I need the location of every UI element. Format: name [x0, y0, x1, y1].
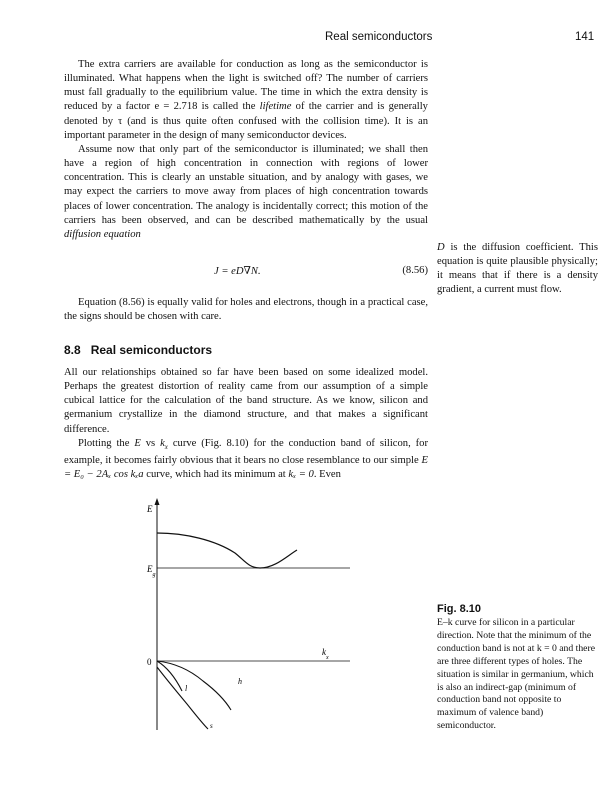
- figure-label: Fig. 8.10: [437, 603, 482, 615]
- label-light-hole: l: [185, 684, 188, 693]
- symbol-kx: [160, 438, 168, 449]
- symbol-subscript: x: [164, 442, 168, 451]
- text-run: Assume now that only part of the semiconductor is illuminated; we shall then have a region of high concentration in connection with regions of lower concentration. This is clearly an unstable situation, and by analogy with gases, we may expect the carriers to move away from places of high concentration towards places of lower concentration. The analogy is incidentally correct; this motion of the carriers has been observed, and can be described mathematically by the usual: [64, 143, 428, 226]
- section-heading: [64, 343, 222, 357]
- label-kx: [322, 647, 329, 661]
- label-kx-main: k: [322, 647, 326, 657]
- term-diffusion-equation: diffusion equation: [64, 228, 141, 240]
- ek-diagram: [135, 495, 350, 735]
- margin-note-text: is the diffusion coefficient. This equation is quite plausible physically; it means that if there is a density gradient, a current must flow.: [437, 242, 598, 296]
- text-run: curve, which had its minimum at: [146, 469, 286, 481]
- paragraph-diffusion: [64, 143, 428, 242]
- split-off-band-curve: [157, 667, 208, 729]
- text-run: vs: [145, 437, 156, 449]
- paragraph-lifetime: [64, 58, 428, 143]
- label-eg-sub: g: [152, 572, 156, 578]
- paragraph-ek-curve: [64, 437, 428, 483]
- paragraph-equation-validity: Equation (8.56) is equally valid for holes and electrons, though in a practical case, the signs should be chosen with care.: [64, 297, 428, 323]
- body-text-block-1: [64, 58, 428, 242]
- label-zero: 0: [147, 657, 152, 667]
- label-eg-main: E: [147, 564, 153, 574]
- text-run: The extra carriers are available for conduction as long as the semiconductor is illuminated. What happens when the light is switched off? The number of carriers must fall gradually to the equilibrium value. The time in which the extra density is reduced by a factor e = 2.718 is called the: [64, 59, 428, 113]
- label-energy-axis: E: [147, 504, 153, 514]
- text-run: Plotting the: [78, 437, 130, 449]
- energy-axis-arrow: [155, 498, 160, 505]
- figure-caption-text: E–k curve for silicon in a particular direction. Note that the minimum of the conduction band is not at k = 0 and there are three different types of holes. The situation is similar in germanium, which is also an indirect-gap (minimum of conduction band not opposite to maximum of valence band) semiconductor.: [437, 617, 596, 732]
- formula-k-zero: kₓ = 0: [288, 469, 314, 481]
- conduction-band-curve: [157, 533, 297, 568]
- symbol-E: E: [134, 437, 141, 449]
- paragraph-idealized-model: All our relationships obtained so far have been based on some idealized model. Perhaps the greatest distortion of reality came from our assumption of a simple cubical lattice for the calculation of the band structure. As we know, silicon and germanium crystallize in the diamond structure, and that makes a significant difference.: [64, 367, 428, 435]
- text-run: curve (Fig. 8.10) for the conduction band of silicon, for example, it becomes fairly obvious that it bears no close resemblance to our simple: [64, 437, 428, 467]
- label-split-off: s: [210, 722, 213, 730]
- figure-caption: [437, 603, 597, 733]
- light-hole-band-curve: [157, 661, 182, 691]
- section-title: Real semiconductors: [90, 343, 213, 357]
- text-run: of the carrier and is generally denoted by τ (and is thus quite often confused with the collision time). It is an important parameter in the design of many semiconductor devices.: [64, 101, 428, 141]
- page-number: 141: [575, 31, 595, 43]
- equation-number: (8.56): [402, 265, 428, 276]
- symbol-D: D: [437, 242, 445, 253]
- heavy-hole-band-curve: [157, 661, 231, 710]
- body-text-block-2: [64, 296, 428, 324]
- formula-cosine-band: E = E₀ − 2Aₓ cos kₓa: [64, 455, 428, 481]
- body-text-block-3: [64, 366, 428, 482]
- section-number: 8.8: [64, 343, 81, 357]
- symbol-k: k: [160, 437, 165, 449]
- term-lifetime: lifetime: [259, 101, 292, 113]
- label-band-gap: [146, 564, 156, 578]
- running-header-title: Real semiconductors: [325, 31, 433, 43]
- label-heavy-hole: h: [238, 677, 242, 686]
- text-run: . Even: [313, 469, 341, 481]
- margin-note: [437, 241, 598, 298]
- label-kx-sub: x: [326, 655, 329, 661]
- equation-expression: J = eD∇N.: [214, 266, 261, 277]
